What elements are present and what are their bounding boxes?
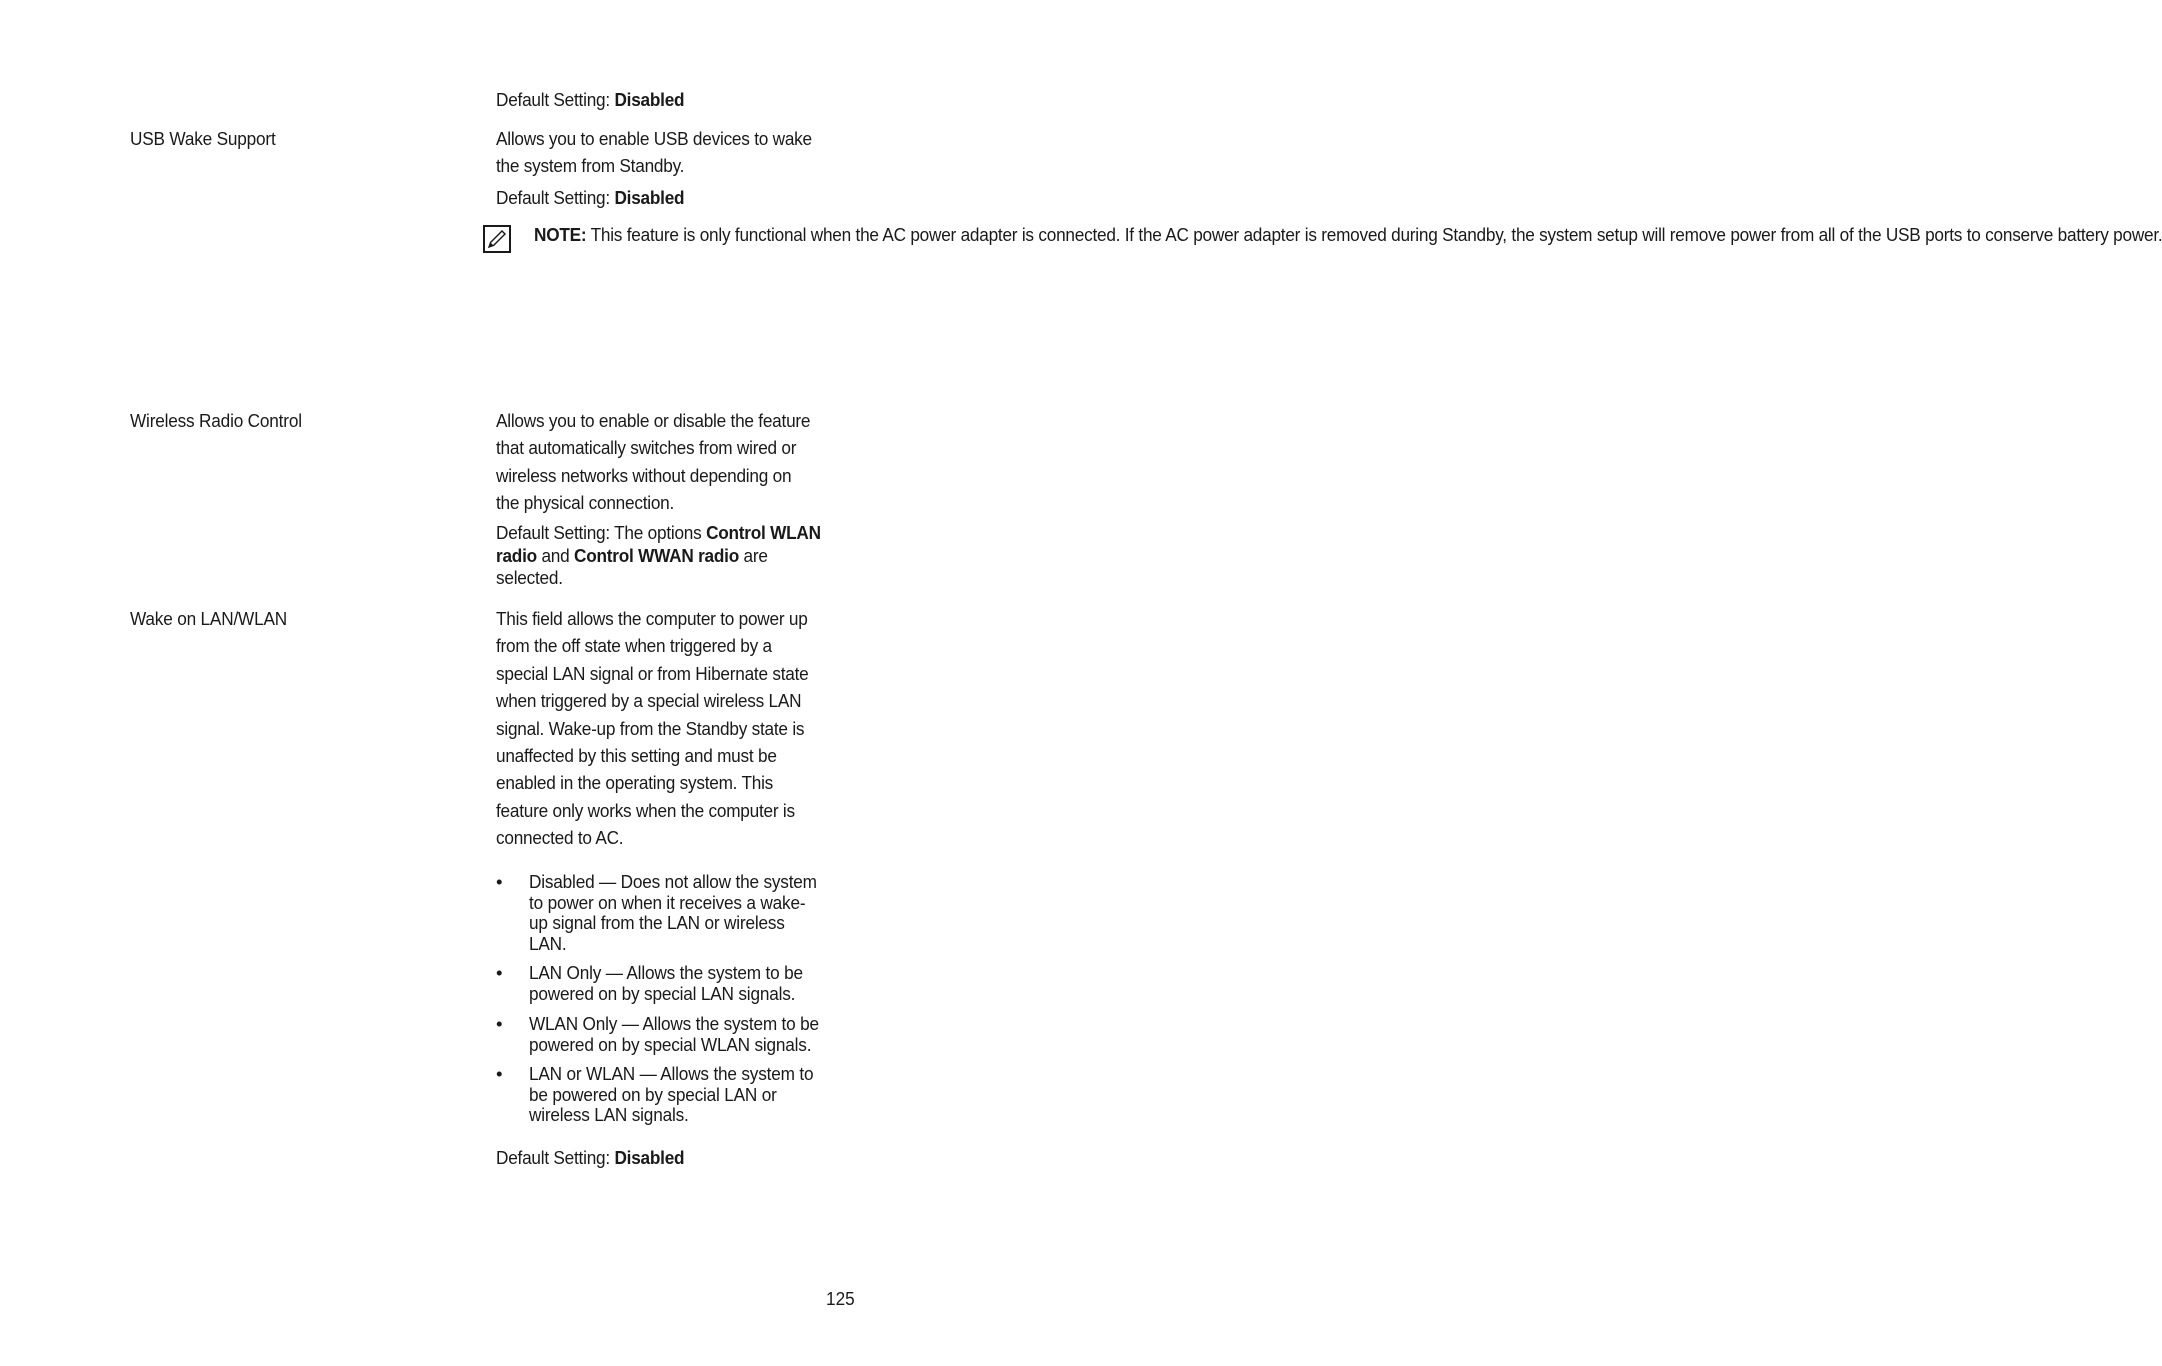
bullet-text [529, 1014, 819, 1055]
bullet-line: wireless LAN signals. [529, 1104, 689, 1126]
bullet-dot: • [496, 871, 503, 892]
default-text: Default Setting: The options [496, 522, 707, 543]
option-name: radio [496, 544, 537, 566]
description-line: special LAN signal or from Hibernate state [496, 662, 809, 684]
default-setting-prefix: Default Setting: [496, 89, 615, 110]
note-line: when the AC power adapter is [810, 224, 1034, 245]
default-text: and [536, 544, 575, 566]
default-text: are [739, 544, 768, 566]
description-line: wireless networks without depending on [496, 464, 792, 486]
bullet-dot: • [496, 1013, 503, 1034]
wake-on-lan-description [496, 605, 809, 852]
bullet-line: powered on by special WLAN signals. [529, 1033, 812, 1055]
description-line: enabled in the operating system. This [496, 772, 774, 794]
wireless-radio-default-setting [496, 522, 821, 590]
description-line: the physical connection. [496, 492, 675, 514]
bullet-line: be powered on by special LAN or [529, 1083, 777, 1105]
description-line: Allows you to enable or disable the feature [496, 410, 811, 431]
description-line: Allows you to enable USB devices to wake [496, 128, 812, 149]
note-line: setup will remove power from all of the [1596, 224, 1882, 245]
description-line: that automatically switches from wired or [496, 437, 797, 459]
default-setting-value: Disabled [614, 187, 685, 208]
usb-wake-support-description [496, 125, 812, 180]
bullet-line: to power on when it receives a wake- [529, 891, 806, 913]
note-line: This feature is only functional [586, 224, 807, 245]
wake-on-lan-default-setting [496, 1144, 684, 1171]
previous-default-setting [496, 86, 684, 113]
bullet-text [529, 963, 803, 1004]
bullet-line: LAN Only — Allows the system to be [529, 962, 803, 983]
default-text: selected. [496, 567, 563, 589]
bullet-line: Disabled — Does not allow the system [529, 871, 817, 892]
usb-wake-default-setting [496, 184, 684, 211]
default-setting-value: Disabled [614, 1147, 685, 1168]
description-line: from the off state when triggered by a [496, 635, 772, 657]
option-name: Control WLAN [706, 522, 821, 543]
usb-wake-note [534, 221, 2162, 248]
description-line: connected to AC. [496, 827, 624, 849]
default-setting-prefix: Default Setting: [496, 1147, 615, 1168]
description-line: This field allows the computer to power up [496, 608, 808, 629]
wake-on-lan-label: Wake on LAN/WLAN [130, 608, 288, 629]
description-line: feature only works when the computer is [496, 799, 795, 821]
bullet-dot: • [496, 1063, 503, 1084]
note-label: NOTE: [534, 224, 587, 245]
description-line: signal. Wake-up from the Standby state is [496, 717, 805, 739]
bullet-line: LAN. [529, 932, 567, 954]
wireless-radio-control-description [496, 407, 810, 517]
default-setting-prefix: Default Setting: [496, 187, 615, 208]
bullet-line: up signal from the LAN or wireless [529, 912, 785, 934]
bullet-dot: • [496, 962, 503, 983]
description-line: when triggered by a special wireless LAN [496, 690, 802, 712]
bullet-text [529, 872, 817, 954]
note-pencil-icon [482, 224, 512, 254]
default-setting-value: Disabled [614, 89, 685, 110]
usb-wake-support-label: USB Wake Support [130, 128, 276, 149]
note-line: removed during Standby, the system [1321, 224, 1593, 245]
note-line: USB ports to conserve battery power. [1885, 224, 2162, 245]
note-line: connected. If the AC power adapter is [1038, 224, 1317, 245]
bullet-line: LAN or WLAN — Allows the system to [529, 1063, 814, 1084]
option-name: Control WWAN radio [574, 544, 740, 566]
description-line: unaffected by this setting and must be [496, 745, 777, 767]
description-line: the system from Standby. [496, 155, 685, 177]
bullet-line: powered on by special LAN signals. [529, 982, 796, 1004]
wireless-radio-control-label: Wireless Radio Control [130, 410, 302, 431]
bullet-text [529, 1064, 813, 1126]
bullet-line: WLAN Only — Allows the system to be [529, 1013, 819, 1034]
page-number: 125 [826, 1288, 855, 1309]
